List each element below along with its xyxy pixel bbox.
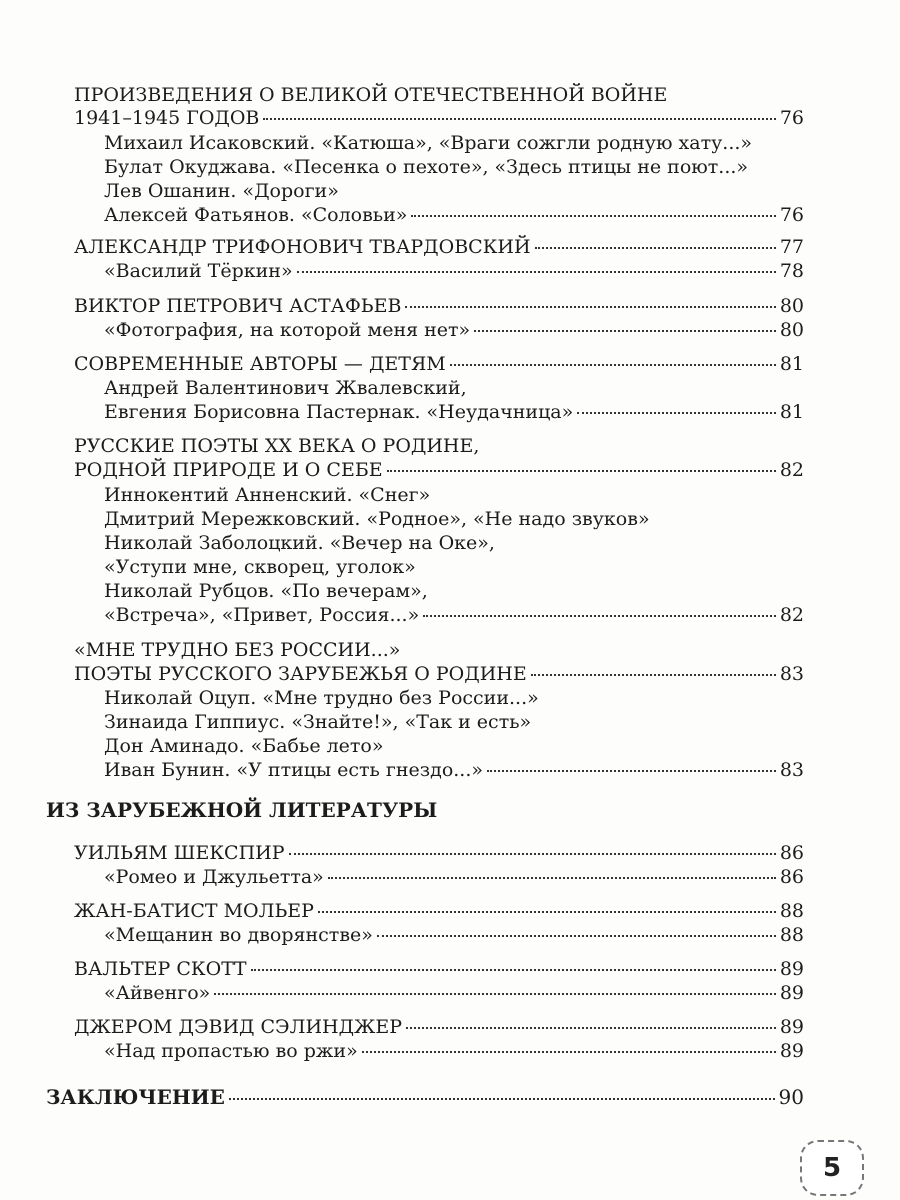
section-title: ИЗ ЗАРУБЕЖНОЙ ЛИТЕРАТУРЫ <box>46 798 438 822</box>
entry-title: Николай Рубцов. «По вечерам», <box>104 580 428 602</box>
entry-page: 89 <box>779 1016 804 1038</box>
toc-entry-oshanin <box>104 179 804 203</box>
entry-title: Андрей Валентинович Жвалевский, <box>104 377 467 399</box>
entry-title: ДЖЕРОМ ДЭВИД СЭЛИНДЖЕР <box>74 1016 403 1038</box>
toc-entry-okudzhava <box>104 155 804 179</box>
leader-dots <box>411 215 775 217</box>
entry-title: Булат Окуджава. «Песенка о пехоте», «Здесь птицы не поют...» <box>104 156 749 178</box>
entry-title: ПРОИЗВЕДЕНИЯ О ВЕЛИКОЙ ОТЕЧЕСТВЕННОЙ ВОЙНЕ <box>74 84 668 106</box>
toc-entry-bunin <box>104 758 804 782</box>
leader-dots <box>531 674 776 676</box>
toc-entry-rubtsov <box>104 579 804 603</box>
toc-entry-photo <box>104 318 804 342</box>
leader-dots <box>297 271 776 273</box>
entry-page: 81 <box>779 401 804 423</box>
toc-entry-modern-authors <box>74 352 804 376</box>
toc-entry-romeo <box>104 865 804 889</box>
entry-title: АЛЕКСАНДР ТРИФОНОВИЧ ТВАРДОВСКИЙ <box>74 236 531 258</box>
entry-page: 77 <box>779 236 804 258</box>
toc-entry-catcher <box>104 1039 804 1063</box>
entry-title: Николай Оцуп. «Мне трудно без России...» <box>104 687 539 709</box>
toc-entry-zhvalevsky <box>104 376 804 400</box>
section-foreign-literature <box>46 798 804 822</box>
entry-page: 80 <box>779 295 804 317</box>
toc-entry-gippius <box>104 710 804 734</box>
entry-title: «Айвенго» <box>104 982 211 1004</box>
leader-dots <box>263 118 775 120</box>
toc-entry-terkin <box>104 259 804 283</box>
leader-dots <box>405 306 775 308</box>
entry-title: РОДНОЙ ПРИРОДЕ И О СЕБЕ <box>74 459 383 481</box>
entry-title: ВАЛЬТЕР СКОТТ <box>74 958 247 980</box>
page-number-badge: 5 <box>800 1140 864 1196</box>
entry-title: Алексей Фатьянов. «Соловьи» <box>104 204 408 226</box>
entry-title: ПОЭТЫ РУССКОГО ЗАРУБЕЖЬЯ О РОДИНЕ <box>74 663 527 685</box>
entry-title: Зинаида Гиппиус. «Знайте!», «Так и есть» <box>104 711 532 733</box>
toc-entry-wwii-heading <box>74 83 804 107</box>
entry-title: «Мещанин во дворянстве» <box>104 924 373 946</box>
entry-title: Николай Заболоцкий. «Вечер на Оке», <box>104 532 495 554</box>
toc-entry-astafyev <box>74 294 804 318</box>
entry-title: ЖАН-БАТИСТ МОЛЬЕР <box>74 900 314 922</box>
entry-title: «Над пропастью во ржи» <box>104 1040 358 1062</box>
toc-entry-tvardovsky <box>74 235 804 259</box>
toc-entry-bourgeois <box>104 923 804 947</box>
toc-entry-wwii-years <box>74 106 804 130</box>
entry-title: «Василий Тёркин» <box>104 260 293 282</box>
entry-page: 86 <box>779 866 804 888</box>
leader-dots <box>214 993 776 995</box>
entry-title: Дмитрий Мережковский. «Родное», «Не надо звуков» <box>104 508 650 530</box>
entry-title: Дон Аминадо. «Бабье лето» <box>104 735 384 757</box>
entry-page: 76 <box>779 107 804 129</box>
entry-title: СОВРЕМЕННЫЕ АВТОРЫ — ДЕТЯМ <box>74 353 446 375</box>
toc-entry-moliere <box>74 899 804 923</box>
entry-page: 83 <box>779 663 804 685</box>
entry-page: 89 <box>779 958 804 980</box>
leader-dots <box>535 247 776 249</box>
entry-page: 78 <box>779 260 804 282</box>
leader-dots <box>450 364 776 366</box>
entry-page: 88 <box>779 924 804 946</box>
leader-dots <box>487 770 776 772</box>
toc-entry-ivanhoe <box>104 981 804 1005</box>
leader-dots <box>229 1098 775 1100</box>
leader-dots <box>474 330 776 332</box>
leader-dots <box>362 1051 776 1053</box>
entry-page: 80 <box>779 319 804 341</box>
toc-entry-hard-without-russia <box>74 638 804 662</box>
entry-page: 88 <box>779 900 804 922</box>
entry-title: РУССКИЕ ПОЭТЫ XX ВЕКА О РОДИНЕ, <box>74 435 480 457</box>
entry-title: «Фотография, на которой меня нет» <box>104 319 471 341</box>
leader-dots <box>423 615 776 617</box>
entry-title: «Ромео и Джульетта» <box>104 866 324 888</box>
leader-dots <box>377 935 776 937</box>
entry-title: «МНЕ ТРУДНО БЕЗ РОССИИ...» <box>74 639 401 661</box>
toc-entry-isakovsky <box>104 131 804 155</box>
toc-entry-salinger <box>74 1015 804 1039</box>
entry-page: 90 <box>778 1085 804 1109</box>
entry-page: 89 <box>779 982 804 1004</box>
toc-entry-otsup <box>104 686 804 710</box>
entry-title: Лев Ошанин. «Дороги» <box>104 180 339 202</box>
section-conclusion <box>46 1085 804 1109</box>
entry-title: Иннокентий Анненский. «Снег» <box>104 484 431 506</box>
toc-entry-rubtsov-2 <box>104 603 804 627</box>
entry-title: ВИКТОР ПЕТРОВИЧ АСТАФЬЕВ <box>74 295 402 317</box>
entry-title: УИЛЬЯМ ШЕКСПИР <box>74 842 285 864</box>
toc-entry-zabolotsky <box>104 531 804 555</box>
toc-entry-shakespeare <box>74 841 804 865</box>
section-title: ЗАКЛЮЧЕНИЕ <box>46 1085 225 1109</box>
entry-title: «Встреча», «Привет, Россия...» <box>104 604 420 626</box>
entry-page: 82 <box>779 604 804 626</box>
toc-entry-scott <box>74 957 804 981</box>
entry-page: 89 <box>779 1040 804 1062</box>
toc-entry-native-nature <box>74 458 804 482</box>
entry-page: 83 <box>779 759 804 781</box>
entry-page: 76 <box>779 204 804 226</box>
entry-title: Иван Бунин. «У птицы есть гнездо...» <box>104 759 484 781</box>
entry-page: 86 <box>779 842 804 864</box>
leader-dots <box>387 470 776 472</box>
leader-dots <box>318 911 776 913</box>
toc-entry-poets-xx <box>74 434 804 458</box>
toc-entry-annensky <box>104 483 804 507</box>
leader-dots <box>289 853 776 855</box>
leader-dots <box>328 877 776 879</box>
toc-entry-zabolotsky-2 <box>104 555 804 579</box>
entry-title: Евгения Борисовна Пастернак. «Неудачница» <box>104 401 574 423</box>
entry-page: 82 <box>779 459 804 481</box>
entry-title: «Уступи мне, скворец, уголок» <box>104 556 416 578</box>
leader-dots <box>406 1027 776 1029</box>
toc-entry-fatyanov <box>104 203 804 227</box>
leader-dots <box>251 969 776 971</box>
toc-entry-emigre-poets <box>74 662 804 686</box>
entry-title: 1941–1945 ГОДОВ <box>74 107 260 129</box>
entry-page: 81 <box>779 353 804 375</box>
toc-entry-merezhkovsky <box>104 507 804 531</box>
toc-entry-aminado <box>104 734 804 758</box>
entry-title: Михаил Исаковский. «Катюша», «Враги сожгли родную хату...» <box>104 132 753 154</box>
leader-dots <box>577 412 776 414</box>
toc-entry-pasternak <box>104 400 804 424</box>
